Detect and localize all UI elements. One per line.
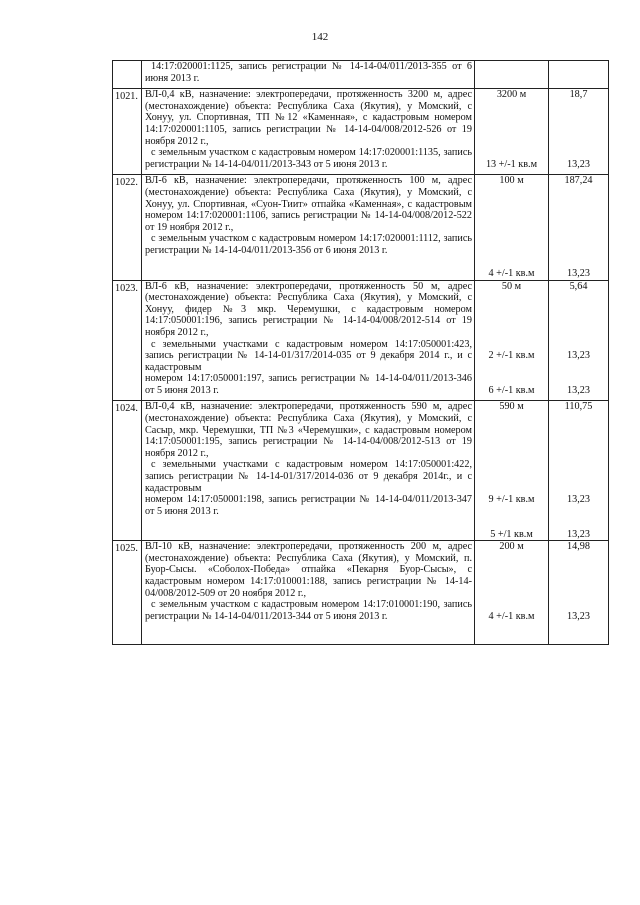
land-area: 4 +/-1 кв.м — [488, 610, 535, 622]
description-cell — [142, 61, 475, 89]
land-value: 13,23 — [567, 494, 590, 506]
land-value: 13,23 — [567, 158, 590, 170]
description-cell — [142, 401, 475, 541]
table-row — [113, 175, 609, 280]
land-area: 5 +/1 кв.м — [490, 528, 533, 540]
description-cell — [142, 280, 475, 401]
land-value: 13,23 — [567, 350, 590, 362]
quantity-cell — [475, 541, 549, 645]
quantity-cell — [475, 401, 549, 541]
object-length: 3200 м — [496, 89, 527, 101]
value-cell — [549, 175, 609, 280]
land-plot-description-continued: номером 14:17:050001:198, запись регистрации № 14-14-04/011/2013-347 от 5 июня 2013 г. — [145, 494, 472, 517]
object-value: 14,98 — [567, 541, 590, 553]
land-plot-description: с земельными участками с кадастровым номером 14:17:050001:422, запись регистрации № 14-14-01/317/2014-036 от 9 декабря 2014г., и с кадастровым — [145, 459, 472, 494]
object-value: 110,75 — [564, 401, 593, 413]
object-length: 50 м — [501, 280, 522, 292]
table-row — [113, 280, 609, 401]
table-row — [113, 541, 609, 645]
description-cell — [142, 89, 475, 175]
land-area: 13 +/-1 кв.м — [485, 158, 538, 170]
land-plot-description: с земельным участком с кадастровым номером 14:17:020001:1135, запись регистрации № 14-14-04/011/2013-343 от 5 июня 2013 г. — [145, 147, 472, 170]
quantity-cell — [475, 175, 549, 280]
object-length: 100 м — [499, 175, 524, 187]
value-cell — [549, 401, 609, 541]
object-value: 187,24 — [564, 175, 593, 187]
table-row — [113, 401, 609, 541]
land-value: 13,23 — [567, 528, 590, 540]
object-description: ВЛ-10 кВ, назначение: электропередачи, протяженность 200 м, адрес (местонахождение) объекта: Республика Саха (Якутия), у Момский, п. Буор-Сысы. «Соболох-Победа» отпайка «Пекарня Буор-Сысы», с кадастровым номером 14:17:010001:188, запись регистрации № 14-14-04/008/2012-509 от 20 ноября 2012 г., — [145, 541, 472, 599]
land-value: 13,23 — [567, 610, 590, 622]
land-value: 13,23 — [567, 384, 590, 396]
page-number: 142 — [311, 31, 329, 43]
object-description: ВЛ-0,4 кВ, назначение: электропередачи, протяженность 3200 м, адрес (местонахождение) объекта: Республика Саха (Якутия), у Момский, с Хонуу, ул. Спортивная, ТП №12 «Каменная», с кадастровым номером 14:17:020001:1105, запись регистрации № 14-14-04/008/2012-526 от 19 ноября 2012 г., — [145, 89, 472, 147]
quantity-cell — [475, 61, 549, 89]
property-registry-table — [112, 60, 609, 645]
land-area: 9 +/-1 кв.м — [488, 494, 535, 506]
land-plot-description: с земельным участком с кадастровым номером 14:17:010001:190, запись регистрации № 14-14-04/011/2013-344 от 5 июня 2013 г. — [145, 599, 472, 622]
continuation-text: 14:17:020001:1125, запись регистрации № 14-14-04/011/2013-355 от 6 июня 2013 г. — [145, 61, 472, 84]
row-number: 1021. — [113, 89, 142, 175]
land-value: 13,23 — [567, 267, 590, 279]
value-cell — [549, 541, 609, 645]
continuation-row — [113, 61, 609, 89]
row-number: 1023. — [113, 280, 142, 401]
land-plot-description: с земельными участками с кадастровым номером 14:17:050001:423, запись регистрации № 14-14-01/317/2014-035 от 9 декабря 2014 г., и с кадастровым — [145, 338, 472, 373]
row-number: 1022. — [113, 175, 142, 280]
land-plot-description-continued: номером 14:17:050001:197, запись регистрации № 14-14-04/011/2013-346 от 5 июня 2013 г. — [145, 373, 472, 396]
land-area: 6 +/-1 кв.м — [488, 384, 535, 396]
row-number: 1024. — [113, 401, 142, 541]
row-number: 1025. — [113, 541, 142, 645]
object-description: ВЛ-6 кВ, назначение: электропередачи, протяженность 50 м, адрес (местонахождение) объекта: Республика Саха (Якутия), у Момский, с Хонуу, фидер №3 мкр. Черемушки, с кадастровым номером 14:17:050001:196, запись регистрации № 14-14-04/008/2012-514 от 19 ноября 2012 г., — [145, 280, 472, 338]
object-value: 18,7 — [569, 89, 588, 101]
row-number-cell — [113, 61, 142, 89]
object-value: 5,64 — [569, 280, 588, 292]
land-plot-description: с земельным участком с кадастровым номером 14:17:020001:1112, запись регистрации № 14-14-04/011/2013-356 от 6 июня 2013 г. — [145, 233, 472, 256]
description-cell — [142, 541, 475, 645]
value-cell — [549, 89, 609, 175]
quantity-cell — [475, 89, 549, 175]
object-length: 200 м — [499, 541, 524, 553]
value-cell — [549, 280, 609, 401]
quantity-cell — [475, 280, 549, 401]
value-cell — [549, 61, 609, 89]
object-description: ВЛ-0,4 кВ, назначение: электропередачи, протяженность 590 м, адрес (местонахождение) объекта: Республика Саха (Якутия), у Момский, с Сасыр, мкр. Черемушки, ТП №3 «Черемушки», с кадастровым номером 14:17:050001:195, запись регистрации № 14-14-04/008/2012-513 от 19 ноября 2012 г., — [145, 401, 472, 459]
land-area: 2 +/-1 кв.м — [488, 350, 535, 362]
description-cell — [142, 175, 475, 280]
object-length: 590 м — [499, 401, 524, 413]
object-description: ВЛ-6 кВ, назначение: электропередачи, протяженность 100 м, адрес (местонахождение) объекта: Республика Саха (Якутия), у Момский, с Хонуу, ул. Спортивная, «Суон-Тиит» отпайка «Каменная», с кадастровым номером 14:17:020001:1106, запись регистрации № 14-14-04/008/2012-522 от 19 ноября 2012 г., — [145, 175, 472, 233]
table-row — [113, 89, 609, 175]
land-area: 4 +/-1 кв.м — [488, 267, 535, 279]
